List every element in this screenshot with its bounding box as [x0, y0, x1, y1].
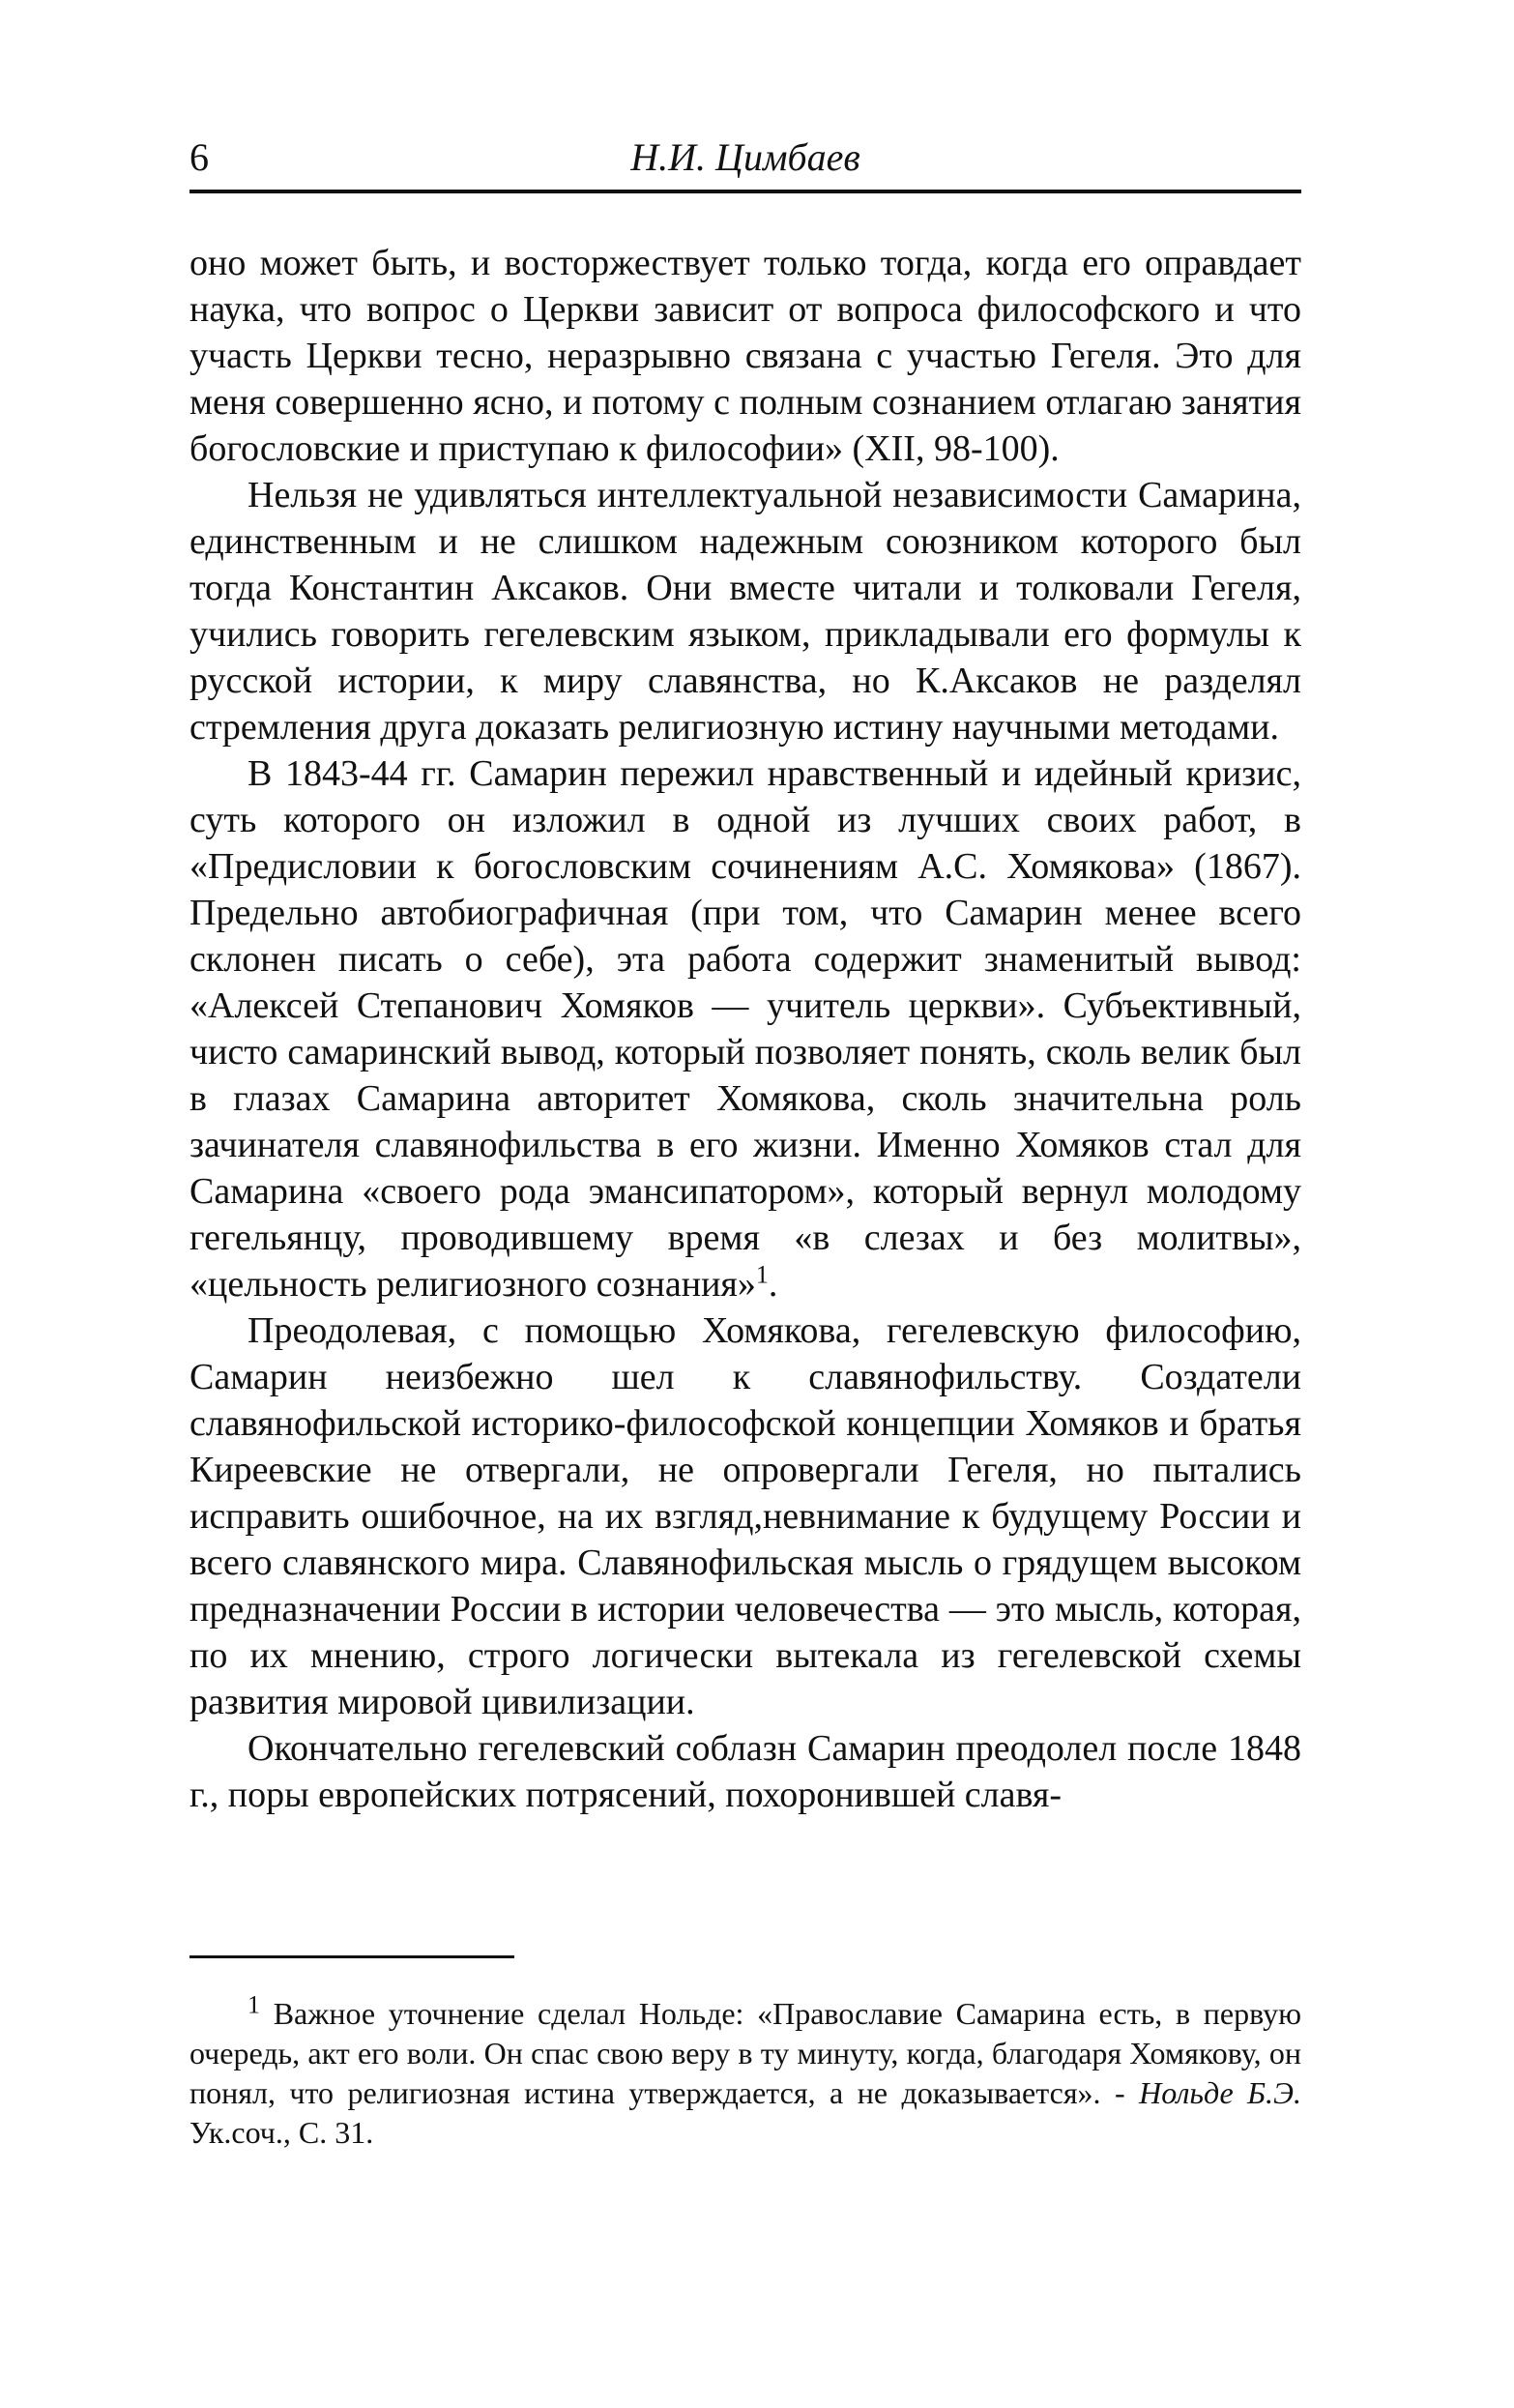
paragraph-3-text: В 1843-44 гг. Самарин пережил нравственный и идейный кризис, суть которого он изложил в одной из лучших своих работ, в «Предисловии к богословским сочинениям А.С. Хомякова» (1867). Предельно автобиографичная (при том, что Самарин менее всего склонен писать о себе), эта работа содержит знаменитый вывод: «Алексей Степанович Хомяков — учитель церкви». Субъективный, чисто самаринский вывод, который позволяет понять, сколь велик был в глазах Самарина авторитет Хомякова, сколь значительна роль зачинателя славянофильства в его жизни. Именно Хомяков стал для Самарина «своего рода эмансипатором», который вернул молодому гегельянцу, проводившему время «в слезах и без молитвы», «цельность религиозного сознания» — [189, 753, 1301, 1305]
page-header — [189, 133, 1301, 193]
main-text — [189, 240, 1301, 1818]
footnote — [189, 1990, 1302, 2153]
header-rule — [189, 190, 1301, 193]
footnote-marker: 1 — [247, 1990, 260, 2019]
running-title: Н.И. Цимбаев — [630, 135, 860, 179]
footnote-text: Важное уточнение сделал Нольде: «Православие Самарина есть, в первую очередь, акт его воли. Он спас свою веру в ту минуту, когда, благодаря Хомякову, он понял, что религиозная истина утверждается, а не доказывается». - — [189, 1996, 1302, 2110]
paragraph-4: Преодолевая, с помощью Хомякова, гегелевскую философию, Самарин неизбежно шел к славянофильству. Создатели славянофильской историко-философской концепции Хомяков и братья Киреевские не отвергали, не опровергали Гегеля, но пытались исправить ошибочное, на их взгляд,невнимание к будущему России и всего славянского мира. Славянофильская мысль о грядущем высоком предназначении России в истории человечества — это мысль, которая, по их мнению, строго логически вытекала из гегелевской схемы развития мировой цивилизации. — [189, 1310, 1301, 1722]
page-number: 6 — [189, 135, 209, 179]
paragraph-1: оно может быть, и восторжествует только тогда, когда его оправдает наука, что вопрос о Церкви зависит от вопроса философского и что участь Церкви тесно, неразрывно связана с участью Гегеля. Это для меня совершенно ясно, и потому с полным сознанием отлагаю занятия богословские и приступаю к философии» (XII, 98-100). — [189, 243, 1301, 469]
footnote-reference[interactable]: 1 — [755, 1260, 769, 1289]
paragraph-2: Нельзя не удивляться интеллектуальной независимости Самарина, единственным и не слишком надежным союзником которого был тогда Константин Аксаков. Они вместе читали и толковали Гегеля, учились говорить гегелевским языком, прикладывали его формулы к русской истории, к миру славянства, но К.Аксаков не разделял стремления друга доказать религиозную истину научными методами. — [189, 475, 1301, 748]
footnote-source: Ук.соч., С. 31. — [189, 2115, 374, 2150]
footnote-rule — [189, 1955, 514, 1958]
footnote-author: Нольде Б.Э. — [1139, 2075, 1302, 2110]
paragraph-3 — [189, 750, 1301, 1307]
paragraph-5: Окончательно гегелевский соблазн Самарин преодолел после 1848 г., поры европейских потрясений, похоронившей славя- — [189, 1728, 1301, 1815]
paragraph-3-trailing-period: . — [768, 1264, 778, 1305]
